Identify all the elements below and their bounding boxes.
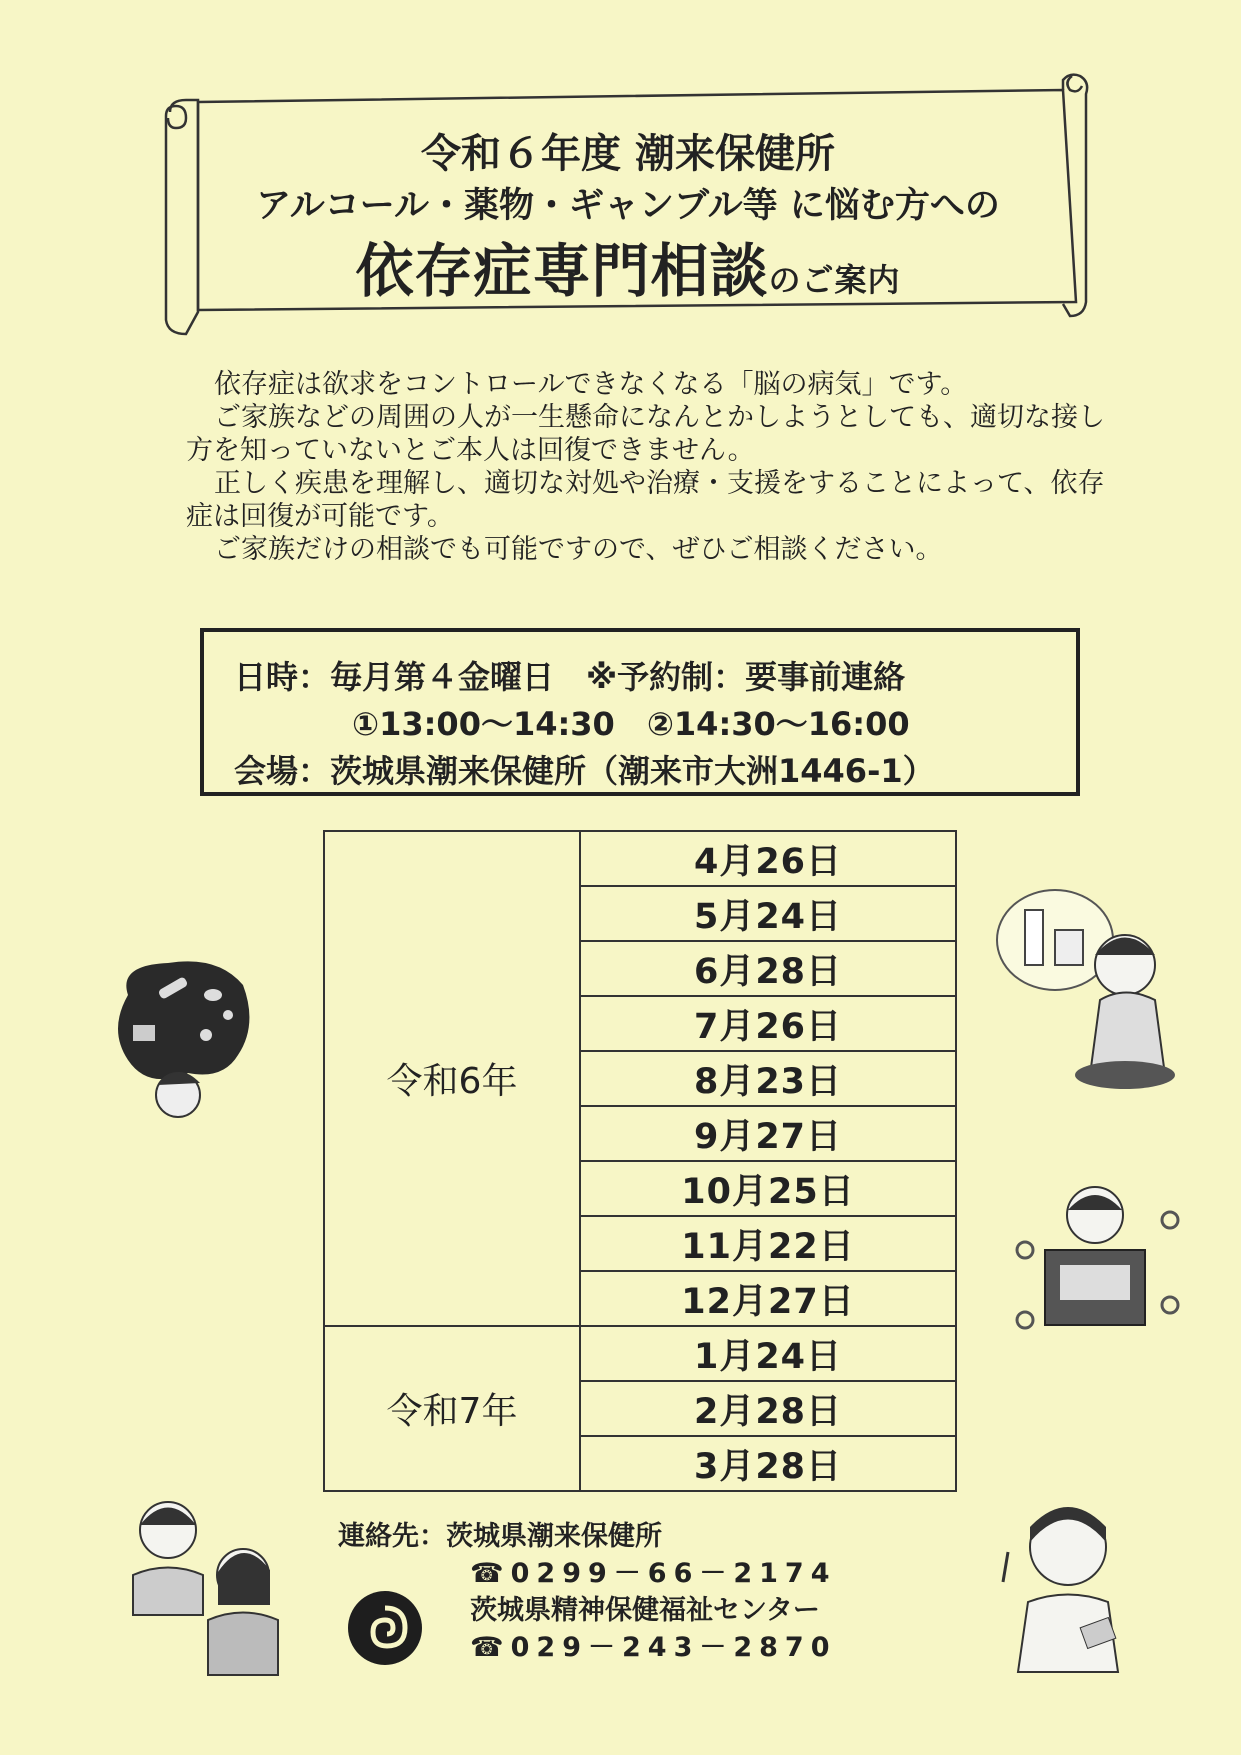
- intro-paragraph: ご家族だけの相談でも可能ですので、ぜひご相談ください。: [214, 534, 943, 565]
- title-line-2: アルコール・薬物・ギャンブル等 に悩む方への: [256, 186, 1000, 226]
- schedule-date: 11月22日: [580, 1216, 956, 1271]
- info-venue: 会場：茨城県潮来保健所（潮来市大洲1446-1）: [234, 752, 935, 790]
- contact-org-2: 茨城県精神保健福祉センター: [470, 1595, 820, 1626]
- info-datetime: 日時：毎月第４金曜日 ※予約制：要事前連絡: [234, 658, 906, 696]
- intro-paragraph: 依存症は欲求をコントロールできなくなる「脳の病気」です。: [214, 369, 968, 400]
- schedule-date: 7月26日: [580, 996, 956, 1051]
- intro-text: [186, 368, 1126, 566]
- main-title-text: 依存症専門相談: [355, 237, 769, 305]
- main-title-suffix: のご案内: [768, 261, 901, 299]
- schedule-date: 9月27日: [580, 1106, 956, 1161]
- contact-row-1: [338, 1518, 837, 1555]
- contact-label: 連絡先：: [338, 1521, 446, 1552]
- contact-phone-2: ☎029－243－2870: [470, 1632, 837, 1663]
- drugs-illustration: [108, 955, 258, 1120]
- info-box: [200, 628, 1080, 796]
- schedule-date: 10月25日: [580, 1161, 956, 1216]
- schedule-row: [324, 831, 956, 886]
- schedule-date: 3月28日: [580, 1436, 956, 1491]
- schedule-year: 令和7年: [324, 1326, 580, 1491]
- schedule-row: [324, 1326, 956, 1381]
- schedule-table: [323, 830, 957, 1492]
- alcohol-illustration: [995, 885, 1180, 1095]
- consultation-illustration: [118, 1480, 288, 1680]
- contact-phone-1: ☎0299－66－2174: [470, 1558, 837, 1589]
- schedule-date: 4月26日: [580, 831, 956, 886]
- schedule-date: 8月23日: [580, 1051, 956, 1106]
- intro-paragraph: ご家族などの周囲の人が一生懸命になんとかしようとしても、適切な接し方を知っていないとご本人は回復できません。: [186, 402, 1105, 466]
- schedule-date: 12月27日: [580, 1271, 956, 1326]
- schedule-date: 5月24日: [580, 886, 956, 941]
- info-times: ①13:00～14:30 ②14:30～16:00: [352, 705, 910, 743]
- contact-org-1: 茨城県潮来保健所: [446, 1521, 662, 1552]
- main-title: [158, 224, 1098, 308]
- title-line-1: 令和６年度 潮来保健所: [421, 131, 835, 177]
- staff-illustration: [988, 1492, 1138, 1677]
- gambling-illustration: [1010, 1180, 1185, 1350]
- title-banner: [158, 72, 1098, 344]
- schedule-year: 令和6年: [324, 831, 580, 1326]
- schedule-date: 1月24日: [580, 1326, 956, 1381]
- schedule-date: 2月28日: [580, 1381, 956, 1436]
- contact-info: [338, 1518, 837, 1666]
- schedule-date: 6月28日: [580, 941, 956, 996]
- intro-paragraph: 正しく疾患を理解し、適切な対処や治療・支援をすることによって、依存症は回復が可能です。: [186, 468, 1105, 532]
